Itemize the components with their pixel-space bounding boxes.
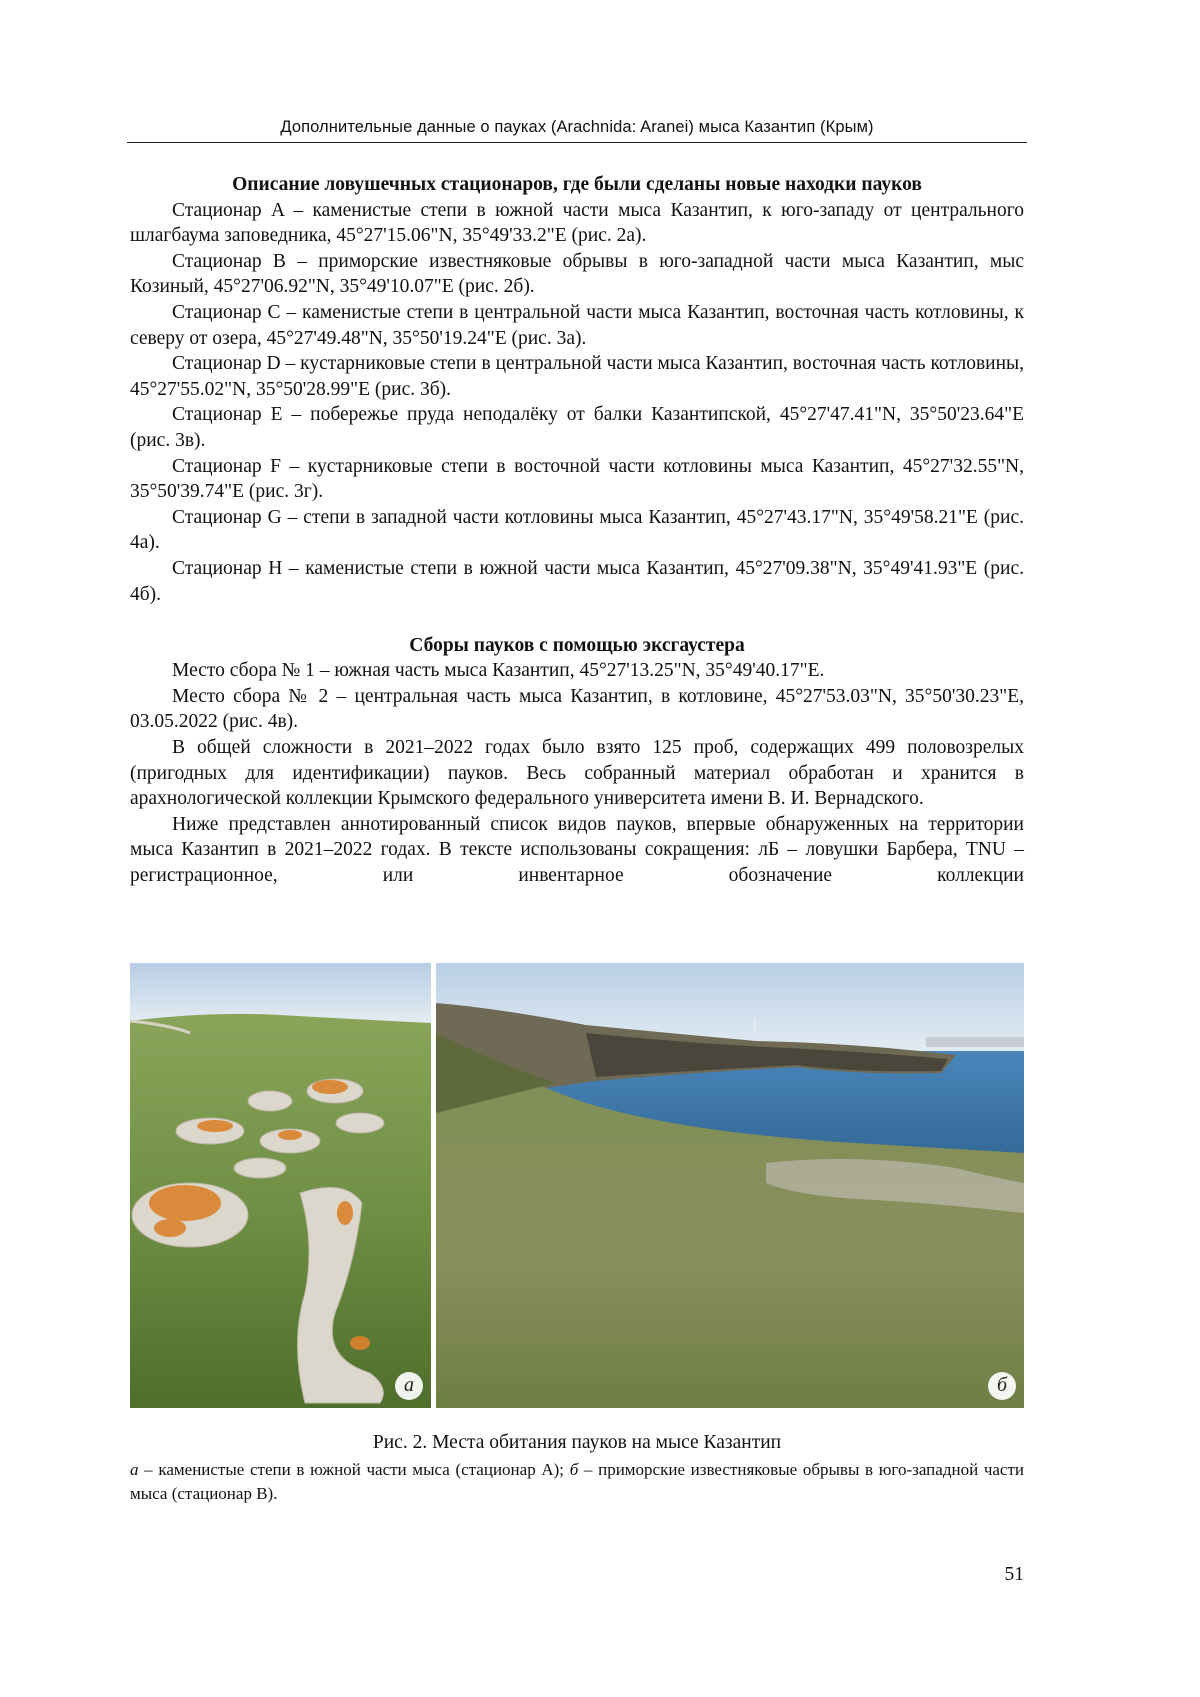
figure-title: Рис. 2. Места обитания пауков на мысе Казантип — [372, 1432, 782, 1453]
station-f-paragraph: Стационар F – кустарниковые степи в восточной части котловины мыса Казантип, 45°27'32.55"N, 35°50'39.74"E (рис. 3г). — [130, 455, 1024, 503]
caption-text-a: – каменистые степи в южной части мыса (стационар A); — [138, 1460, 570, 1479]
header-rule — [127, 142, 1027, 143]
section-heading-stations: Описание ловушечных стационаров, где были сделаны новые находки пауков — [232, 174, 922, 195]
caption-letter-a: а — [130, 1460, 139, 1479]
station-d-paragraph: Стационар D – кустарниковые степи в центральной части мыса Казантип, восточная часть котловины, 45°27'55.02"N, 35°50'28.99"E (рис. 3б). — [130, 353, 1024, 400]
page-number: 51 — [1004, 1564, 1024, 1585]
article-body — [130, 172, 1024, 889]
site-1-paragraph: Место сбора № 1 – южная часть мыса Казантип, 45°27'13.25"N, 35°49'40.17"E. — [172, 660, 825, 682]
station-g-paragraph: Стационар G – степи в западной части котловины мыса Казантип, 45°27'43.17"N, 35°49'58.21"E (рис. 4а). — [130, 506, 1024, 554]
caption-text-b: – приморские известняковые обрывы в юго-западной части мыса (стационар B). — [130, 1460, 1025, 1503]
station-a-paragraph: Стационар A – каменистые степи в южной части мыса Казантип, к юго-западу от центрального шлагбаума заповедника, 45°27'15.06"N, 35°49'33.2"E (рис. 2а). — [130, 199, 1024, 247]
photo-rocky-steppe — [130, 963, 431, 1408]
site-2-paragraph: Место сбора № 2 – центральная часть мыса Казантип, в котловине, 45°27'53.03"N, 35°50'30.23"E, 03.05.2022 (рис. 4в). — [130, 685, 1024, 733]
running-header: Дополнительные данные о пауках (Arachnida: Aranei) мыса Казантип (Крым) — [280, 118, 874, 136]
section-heading-collecting: Сборы пауков с помощью эксгаустера — [409, 634, 745, 656]
caption-letter-b: б — [569, 1460, 579, 1479]
panel-label-b: б — [988, 1372, 1016, 1400]
panel-label-a: а — [395, 1372, 423, 1400]
species-list-intro-paragraph: Ниже представлен аннотированный список видов пауков, впервые обнаруженных на территории мыса Казантип в 2021–2022 годах. В тексте использованы сокращения: лБ – ловушки Барбера, TNU – регистрационное, или инвентарное обозначение коллекции — [130, 813, 1024, 887]
station-b-paragraph: Стационар B – приморские известняковые обрывы в юго-западной части мыса Казантип, мыс Козиный, 45°27'06.92"N, 35°49'10.07"E (рис. 2б). — [130, 250, 1024, 298]
station-c-paragraph: Стационар C – каменистые степи в центральной части мыса Казантип, восточная часть котловины, к северу от озера, 45°27'49.48"N, 35°50'19.24"E (рис. 3а). — [130, 301, 1024, 349]
photo-coastal-cliffs — [436, 963, 1024, 1408]
samples-summary-paragraph: В общей сложности в 2021–2022 годах было взято 125 проб, содержащих 499 половозрелых (пригодных для идентификации) пауков. Весь собранный материал обработан и хранится в арахнологической коллекции Крымского федерального университета имени В. И. Вернадского. — [130, 737, 1024, 810]
figure-2 — [130, 963, 1024, 1408]
station-h-paragraph: Стационар H – каменистые степи в южной части мыса Казантип, 45°27'09.38"N, 35°49'41.93"E (рис. 4б). — [130, 557, 1024, 605]
station-e-paragraph: Стационар E – побережье пруда неподалёку от балки Казантипской, 45°27'47.41"N, 35°50'23.64"E (рис. 3в). — [130, 404, 1024, 451]
figure-caption — [130, 1458, 1024, 1506]
